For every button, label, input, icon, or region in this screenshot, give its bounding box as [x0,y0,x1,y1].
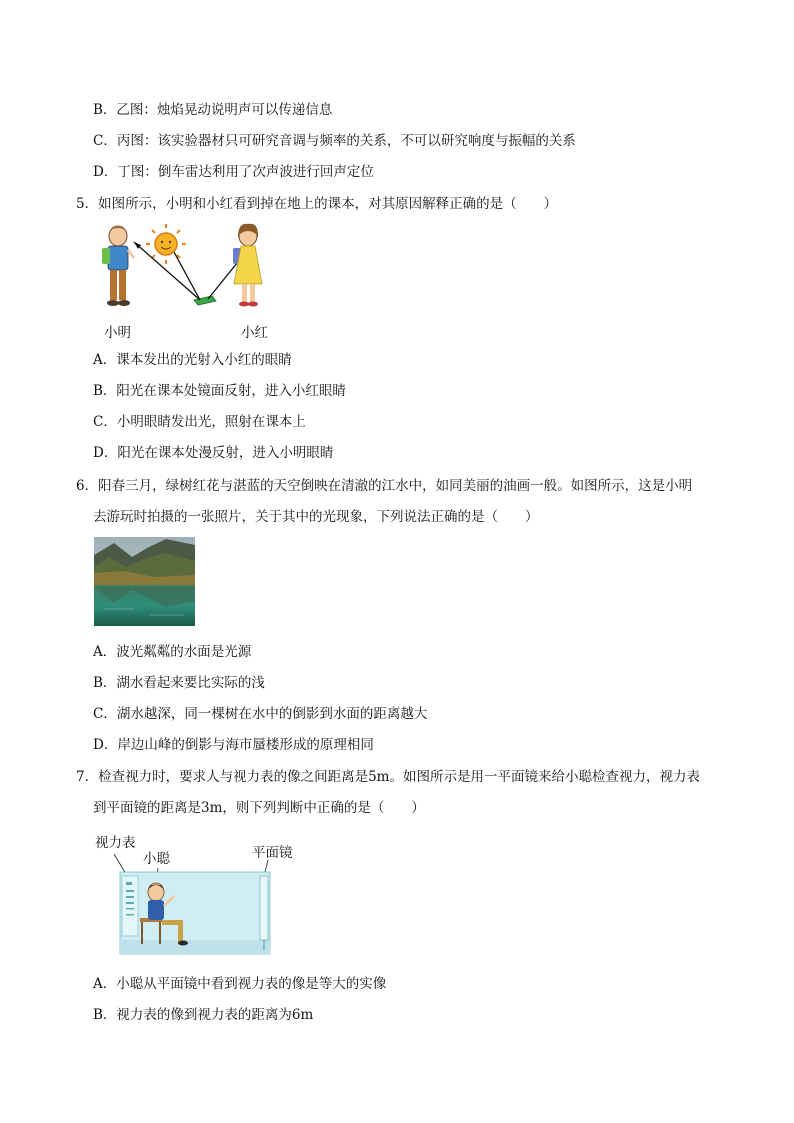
q6-stem-line2: 去游玩时拍摄的一张照片，关于其中的光现象，下列说法正确的是（ ） [93,509,539,525]
q4-option-c: C．丙图：该实验器材只可研究音调与频率的关系，不可以研究响度与振幅的关系 [93,133,576,149]
q5-stem: 5．如图所示，小明和小红看到掉在地上的课本，对其原因解释正确的是（ ） [76,196,558,212]
q7-option-b: B．视力表的像到视力表的距离为6m [93,1007,314,1023]
q5-figure [96,222,276,322]
q5-option-a: A．课本发出的光射入小红的眼睛 [93,352,292,368]
lake-photo-illustration [94,537,195,626]
q5-option-c: C．小明眼睛发出光，照射在课本上 [93,414,306,430]
q7-label-chart: 视力表 [95,835,136,851]
q7-figure-illustration [96,850,276,960]
boy-figure [102,226,134,306]
q4-option-d: D．丁图：倒车雷达利用了次声波进行回声定位 [93,164,374,180]
q5-option-d: D．阳光在课本处漫反射，进入小明眼睛 [93,445,334,461]
q4-option-b: B．乙图：烛焰晃动说明声可以传递信息 [93,102,333,118]
q5-label-xiaoming: 小明 [104,325,131,341]
girl-figure [233,224,262,307]
q6-option-d: D．岸边山峰的倒影与海市蜃楼形成的原理相同 [93,737,374,753]
q5-label-xiaohong: 小红 [241,325,268,341]
q7-label-person: 小聪 [143,851,170,867]
q6-stem-line1: 6．阳春三月，绿树红花与湛蓝的天空倒映在清澈的江水中，如同美丽的油画一般。如图所示，这是小明 [76,478,693,494]
q6-lake-photo [94,537,195,626]
q7-stem-line1: 7．检查视力时，要求人与视力表的像之间距离是5m。如图所示是用一平面镜来给小聪检查视力，视力表 [76,769,700,785]
q7-option-a: A．小聪从平面镜中看到视力表的像是等大的实像 [93,976,387,992]
q7-stem-line2: 到平面镜的距离是3m，则下列判断中正确的是（ ） [93,800,425,816]
q5-figure-illustration [96,222,276,322]
q6-option-c: C．湖水越深，同一棵树在水中的倒影到水面的距离越大 [93,706,428,722]
q6-option-a: A．波光粼粼的水面是光源 [93,644,252,660]
q7-label-mirror: 平面镜 [252,845,293,861]
q7-figure [96,850,276,960]
q6-option-b: B．湖水看起来要比实际的浅 [93,675,265,691]
mirror [260,876,268,940]
q5-option-b: B．阳光在课本处镜面反射，进入小红眼睛 [93,383,346,399]
